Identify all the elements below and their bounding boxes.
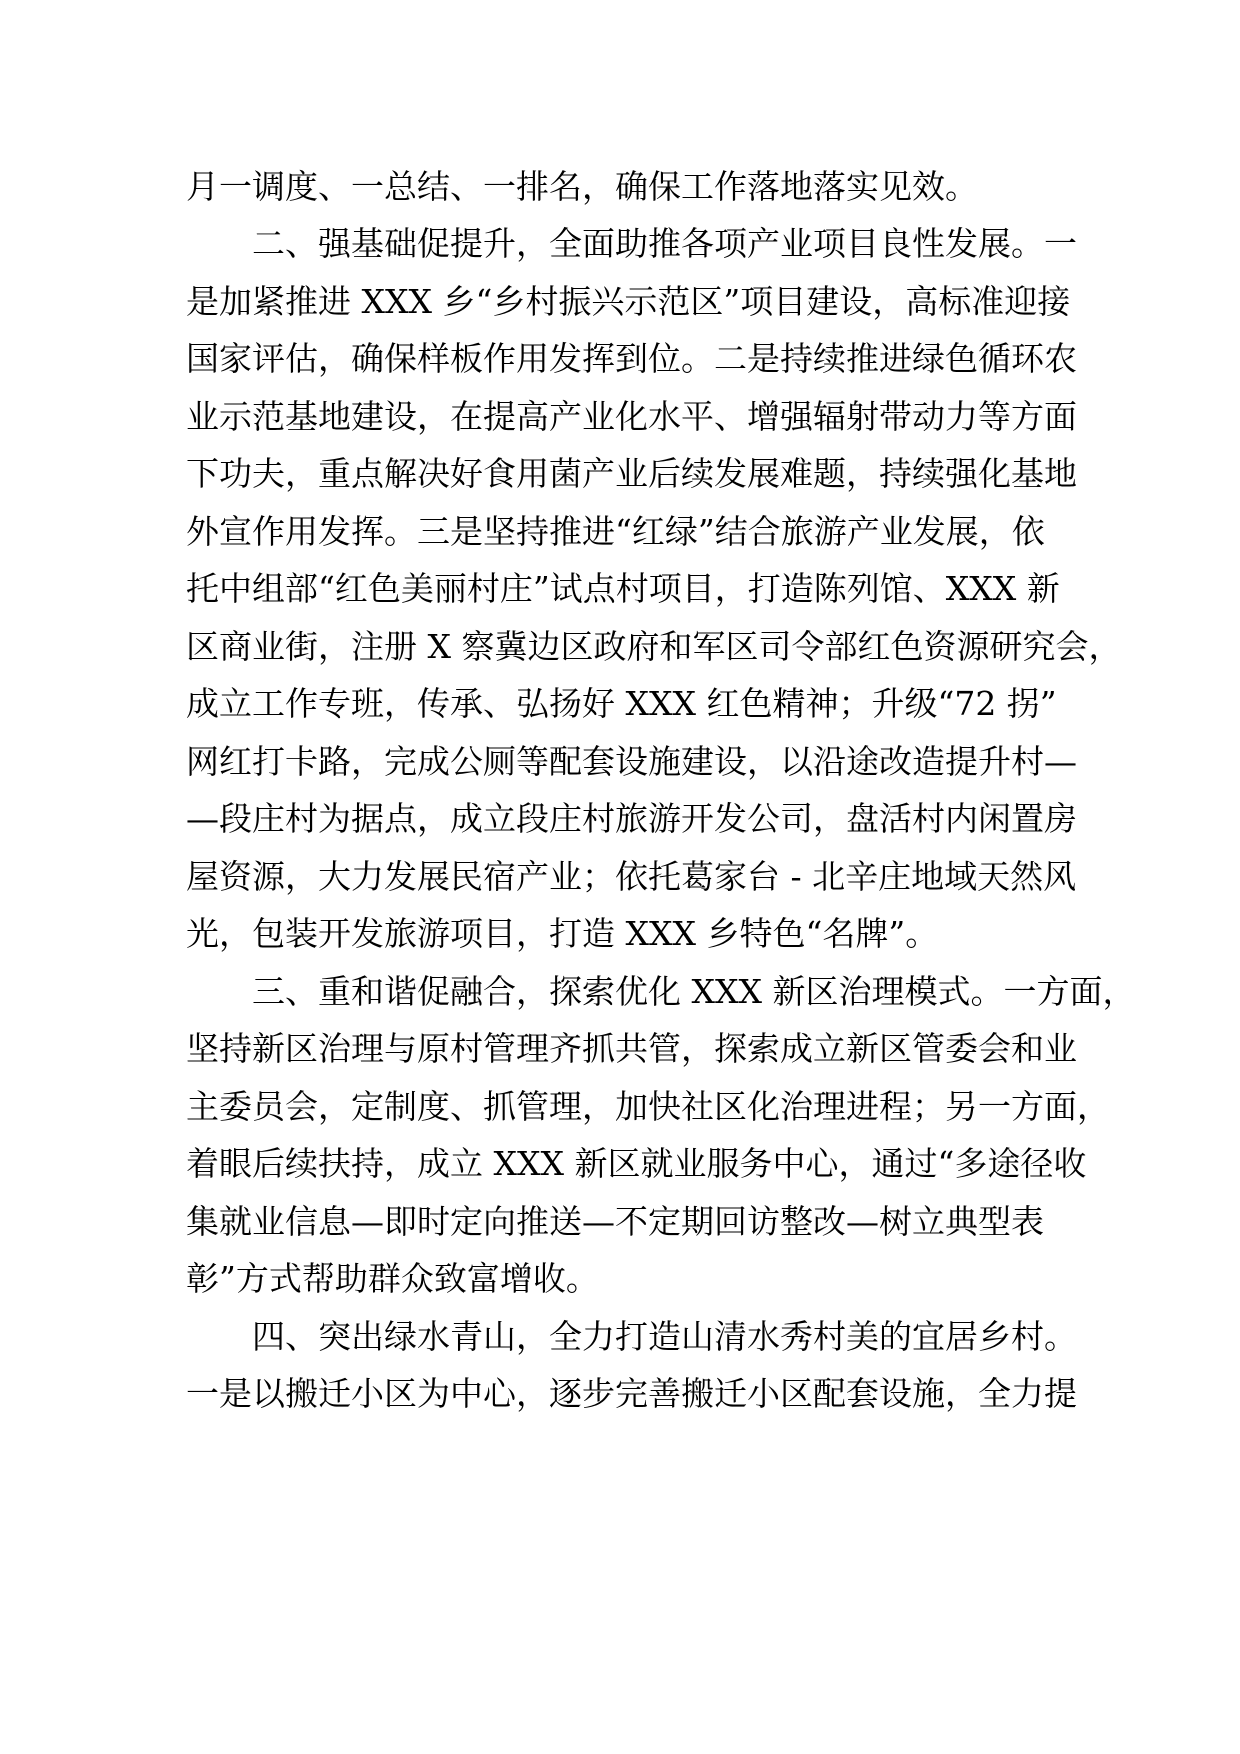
section-heading-line: 二、强基础促提升，全面助推各项产业项目良性发展。一 [252, 224, 1077, 263]
text-line: 区商业街，注册 X 察冀边区政府和军区司令部红色资源研究会， [186, 627, 1122, 666]
text-line: 主委员会，定制度、抓管理，加快社区化治理进程；另一方面， [186, 1087, 1110, 1126]
text-line: 屋资源，大力发展民宿产业；依托葛家台 - 北辛庄地域天然风 [186, 857, 1077, 896]
text-line: 国家评估，确保样板作用发挥到位。二是持续推进绿色循环农 [186, 339, 1077, 378]
text-line: 集就业信息—即时定向推送—不定期回访整改—树立典型表 [186, 1202, 1044, 1241]
text-line: 网红打卡路，完成公厕等配套设施建设，以沿途改造提升村— [186, 742, 1077, 781]
text-line: 坚持新区治理与原村管理齐抓共管，探索成立新区管委会和业 [186, 1029, 1077, 1068]
text-line: 着眼后续扶持，成立 XXX 新区就业服务中心，通过“多途径收 [186, 1144, 1087, 1183]
text-line: 外宣作用发挥。三是坚持推进“红绿”结合旅游产业发展，依 [186, 512, 1045, 551]
text-line: 彰”方式帮助群众致富增收。 [186, 1259, 599, 1298]
text-line: 业示范基地建设，在提高产业化水平、增强辐射带动力等方面 [186, 397, 1077, 436]
text-line: 成立工作专班，传承、弘扬好 XXX 红色精神；升级“72 拐” [186, 684, 1057, 723]
text-line: 光，包装开发旅游项目，打造 XXX 乡特色“名牌”。 [186, 914, 939, 953]
text-line: 下功夫，重点解决好食用菌产业后续发展难题，持续强化基地 [186, 454, 1077, 493]
text-line: 月一调度、一总结、一排名，确保工作落地落实见效。 [186, 167, 978, 206]
text-line: —段庄村为据点，成立段庄村旅游开发公司，盘活村内闲置房 [186, 799, 1077, 838]
section-heading-line: 三、重和谐促融合，探索优化 XXX 新区治理模式。一方面， [252, 972, 1136, 1011]
text-line: 托中组部“红色美丽村庄”试点村项目，打造陈列馆、XXX 新 [186, 569, 1060, 608]
text-line: 一是以搬迁小区为中心，逐步完善搬迁小区配套设施，全力提 [186, 1374, 1077, 1413]
text-line: 是加紧推进 XXX 乡“乡村振兴示范区”项目建设，高标准迎接 [186, 282, 1071, 321]
section-heading-line: 四、突出绿水青山，全力打造山清水秀村美的宜居乡村。 [252, 1317, 1077, 1356]
